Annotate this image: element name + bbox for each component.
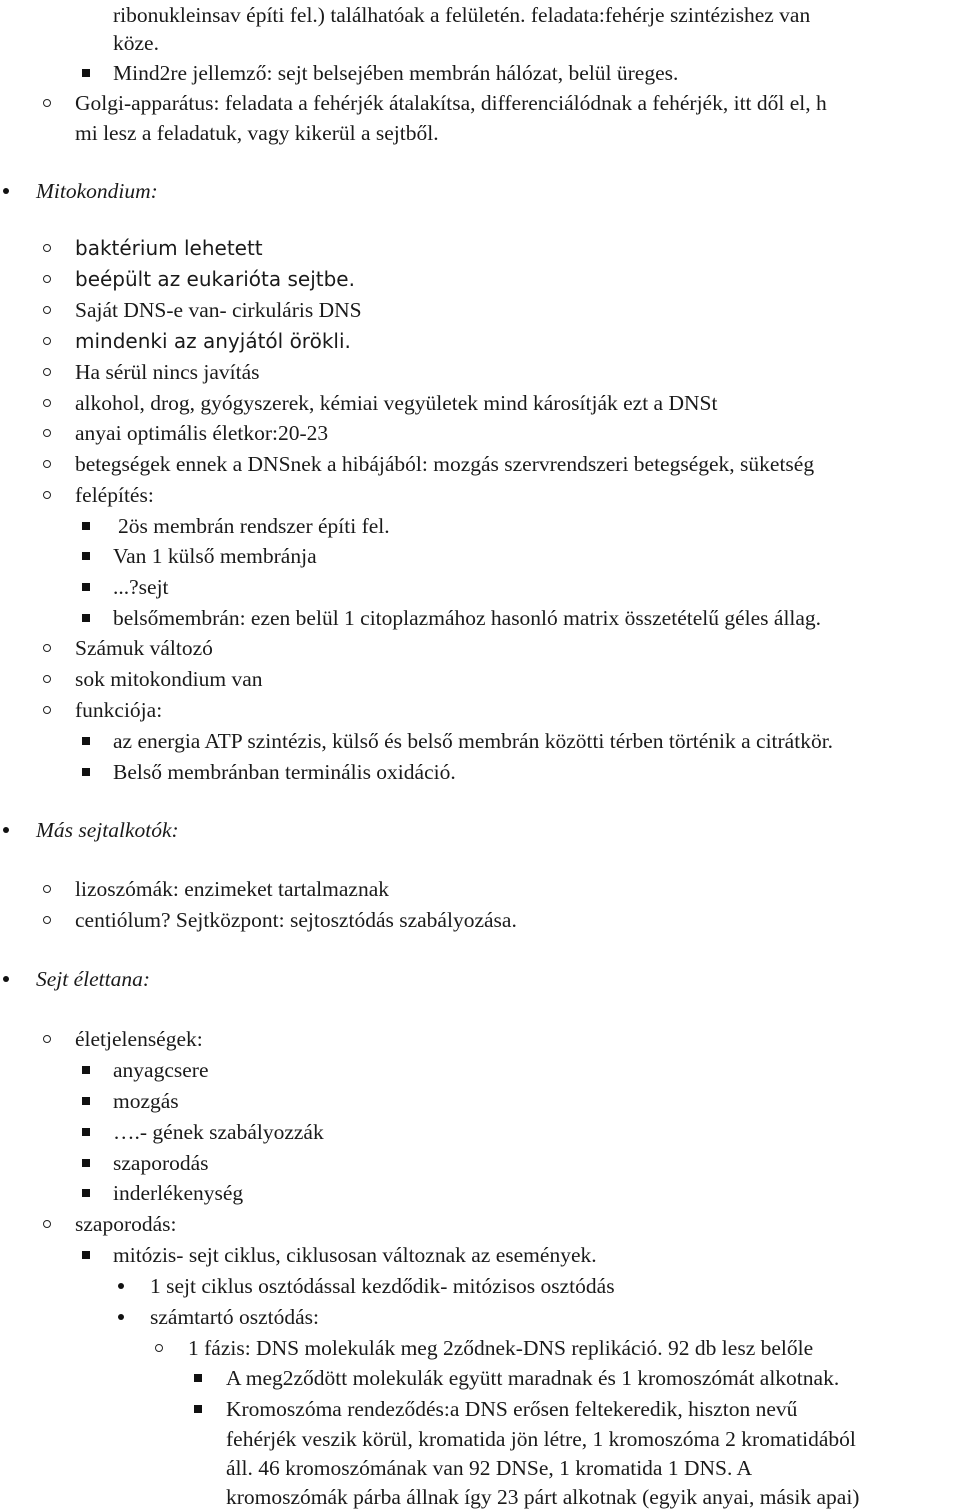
circle-bullet-icon <box>43 491 51 499</box>
circle-bullet-icon <box>43 644 51 652</box>
text-line: 2ös membrán rendszer építi fel. <box>118 514 390 538</box>
text-line: számtartó osztódás: <box>150 1305 319 1329</box>
text-line: anyagcsere <box>113 1058 209 1082</box>
text-line: mitózis- sejt ciklus, ciklusosan változnak az események. <box>113 1243 597 1267</box>
text-line: felépítés: <box>75 483 154 507</box>
square-bullet-icon <box>82 583 90 591</box>
square-bullet-icon <box>82 1128 90 1136</box>
text-line: mindenki az anyjától örökli. <box>75 329 351 353</box>
text-line: betegségek ennek a DNSnek a hibájából: mozgás szervrendszeri betegségek, süketség <box>75 452 815 476</box>
circle-bullet-icon <box>43 244 51 252</box>
circle-bullet-icon <box>43 885 51 893</box>
circle-bullet-icon <box>43 429 51 437</box>
text-line: kromoszómák párba állnak így 23 párt alkotnak (egyik anyai, másik apai) <box>226 1485 860 1509</box>
text-line: ...?sejt <box>113 575 169 599</box>
dot-bullet-icon <box>3 976 9 982</box>
text-line: ribonukleinsav építi fel.) találhatóak a felületén. feladata:fehérje szintézishez van <box>113 3 811 27</box>
square-bullet-icon <box>82 768 90 776</box>
square-bullet-icon <box>82 1251 90 1259</box>
circle-bullet-icon <box>43 337 51 345</box>
circle-bullet-icon <box>43 916 51 924</box>
text-line: baktérium lehetett <box>75 236 263 260</box>
text-line: áll. 46 kromoszómának van 92 DNSe, 1 kromatida 1 DNS. A <box>226 1456 753 1480</box>
text-line: Van 1 külső membránja <box>113 544 317 568</box>
text-line: beépült az eukarióta sejtbe. <box>75 267 355 291</box>
text-line: szaporodás: <box>75 1212 177 1236</box>
circle-bullet-icon <box>43 99 51 107</box>
text-line: Mind2re jellemző: sejt belsejében membrán hálózat, belül üreges. <box>113 61 679 85</box>
text-line: Kromoszóma rendeződés:a DNS erősen feltekeredik, hiszton nevű <box>226 1397 798 1421</box>
text-line: 1 sejt ciklus osztódással kezdődik- mitózisos osztódás <box>150 1274 615 1298</box>
circle-bullet-icon <box>43 675 51 683</box>
circle-bullet-icon <box>43 275 51 283</box>
text-line: centiólum? Sejtközpont: sejtosztódás szabályozása. <box>75 908 517 932</box>
dot-bullet-icon <box>118 1314 124 1320</box>
text-line: alkohol, drog, gyógyszerek, kémiai vegyületek mind károsítják ezt a DNSt <box>75 391 718 415</box>
text-line: életjelenségek: <box>75 1027 203 1051</box>
square-bullet-icon <box>82 1159 90 1167</box>
square-bullet-icon <box>194 1374 202 1382</box>
text-line: mi lesz a feladatuk, vagy kikerül a sejtből. <box>75 121 439 145</box>
square-bullet-icon <box>82 69 90 77</box>
text-line: Saját DNS-e van- cirkuláris DNS <box>75 298 362 322</box>
section-heading: Más sejtalkotók: <box>36 818 179 842</box>
circle-bullet-icon <box>43 368 51 376</box>
text-line: Golgi-apparátus: feladata a fehérjék átalakítsa, differenciálódnak a fehérjék, itt dől el, h <box>75 91 827 115</box>
square-bullet-icon <box>82 552 90 560</box>
square-bullet-icon <box>82 614 90 622</box>
text-line: mozgás <box>113 1089 179 1113</box>
text-line: Ha sérül nincs javítás <box>75 360 260 384</box>
square-bullet-icon <box>82 1097 90 1105</box>
section-heading: Sejt élettana: <box>36 967 151 991</box>
circle-bullet-icon <box>155 1344 163 1352</box>
circle-bullet-icon <box>43 706 51 714</box>
square-bullet-icon <box>82 1189 90 1197</box>
text-line: A meg2ződött molekulák együtt maradnak és 1 kromoszómát alkotnak. <box>226 1366 840 1390</box>
dot-bullet-icon <box>3 188 9 194</box>
text-line: fehérjék veszik körül, kromatida jön létre, 1 kromoszóma 2 kromatidából <box>226 1427 856 1451</box>
circle-bullet-icon <box>43 306 51 314</box>
text-line: az energia ATP szintézis, külső és belső membrán közötti térben történik a citrátkör. <box>113 729 834 753</box>
square-bullet-icon <box>194 1405 202 1413</box>
circle-bullet-icon <box>43 1220 51 1228</box>
text-line: funkciója: <box>75 698 163 722</box>
text-line: köze. <box>113 31 159 55</box>
text-line: szaporodás <box>113 1151 209 1175</box>
circle-bullet-icon <box>43 460 51 468</box>
text-line: inderlékenység <box>113 1181 244 1205</box>
text-line: Belső membránban terminális oxidáció. <box>113 760 456 784</box>
text-line: Számuk változó <box>75 636 213 660</box>
circle-bullet-icon <box>43 1035 51 1043</box>
text-line: sok mitokondium van <box>75 667 263 691</box>
text-line: lizoszómák: enzimeket tartalmaznak <box>75 877 389 901</box>
circle-bullet-icon <box>43 399 51 407</box>
section-heading: Mitokondium: <box>36 179 158 203</box>
text-line: 1 fázis: DNS molekulák meg 2ződnek-DNS replikáció. 92 db lesz belőle <box>188 1336 814 1360</box>
text-line: belsőmembrán: ezen belül 1 citoplazmához hasonló matrix összetételű géles állag. <box>113 606 822 630</box>
square-bullet-icon <box>82 1066 90 1074</box>
square-bullet-icon <box>82 522 90 530</box>
text-line: anyai optimális életkor:20-23 <box>75 421 329 445</box>
text-line: ….- gének szabályozzák <box>113 1120 324 1144</box>
dot-bullet-icon <box>118 1283 124 1289</box>
dot-bullet-icon <box>3 827 9 833</box>
square-bullet-icon <box>82 737 90 745</box>
